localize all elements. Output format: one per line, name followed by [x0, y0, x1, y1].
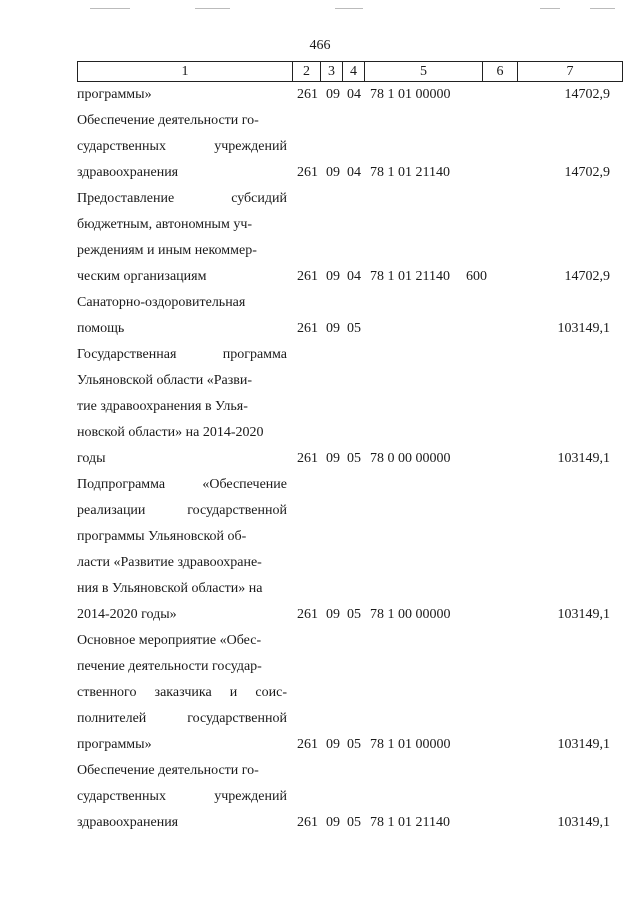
description-line: ственного заказчика и соис- — [77, 685, 287, 700]
description-line: здравоохранения — [77, 165, 179, 180]
cell-target-article: 78 0 00 00000 — [370, 451, 451, 466]
cell-section: 09 — [326, 607, 340, 622]
column-header-2: 2 — [293, 62, 321, 82]
description-line: программы» — [77, 737, 152, 752]
cell-subsection: 05 — [347, 321, 361, 336]
description-line: Обеспечение деятельности го- — [77, 113, 259, 128]
page-number: 466 — [309, 38, 331, 53]
cell-chapter: 261 — [297, 607, 318, 622]
cell-section: 09 — [326, 451, 340, 466]
description-line: Обеспечение деятельности го- — [77, 763, 259, 778]
row-description — [77, 472, 287, 628]
column-header-5: 5 — [365, 62, 483, 82]
row-description — [77, 290, 287, 342]
cell-section: 09 — [326, 269, 340, 284]
cell-amount: 14702,9 — [564, 165, 610, 180]
column-header-7: 7 — [518, 62, 623, 82]
row-description — [77, 342, 287, 472]
description-line: программы Ульяновской об- — [77, 529, 247, 544]
description-line: Государственная программа — [77, 347, 287, 362]
cell-section: 09 — [326, 815, 340, 830]
row-description — [77, 628, 287, 758]
cell-subsection: 05 — [347, 607, 361, 622]
description-line: Санаторно-оздоровительная — [77, 295, 246, 310]
description-line: сударственных учреждений — [77, 139, 287, 154]
cell-target-article: 78 1 01 21140 — [370, 269, 450, 284]
description-line: программы» — [77, 87, 152, 102]
cell-chapter: 261 — [297, 269, 318, 284]
description-line: реждениям и иным некоммер- — [77, 243, 257, 258]
cell-amount: 103149,1 — [557, 607, 610, 622]
description-line: ния в Ульяновской области» на — [77, 581, 263, 596]
column-header-table — [77, 61, 623, 82]
cell-chapter: 261 — [297, 451, 318, 466]
cell-chapter: 261 — [297, 87, 318, 102]
cell-target-article: 78 1 01 21140 — [370, 165, 450, 180]
cell-expense-type: 600 — [466, 269, 487, 284]
description-line: тие здравоохранения в Улья- — [77, 399, 248, 414]
cell-section: 09 — [326, 87, 340, 102]
cell-chapter: 261 — [297, 321, 318, 336]
description-line: бюджетным, автономным уч- — [77, 217, 253, 232]
description-line: реализации государственной — [77, 503, 287, 518]
description-line: Предоставление субсидий — [77, 191, 287, 206]
column-header-6: 6 — [483, 62, 518, 82]
cell-subsection: 05 — [347, 815, 361, 830]
column-header-3: 3 — [321, 62, 343, 82]
cell-subsection: 04 — [347, 87, 361, 102]
description-line: ласти «Развитие здравоохране- — [77, 555, 262, 570]
cell-subsection: 04 — [347, 165, 361, 180]
cell-amount: 103149,1 — [557, 737, 610, 752]
cell-amount: 103149,1 — [557, 815, 610, 830]
cell-target-article: 78 1 01 21140 — [370, 815, 450, 830]
description-line: годы — [77, 451, 106, 466]
cell-subsection: 05 — [347, 451, 361, 466]
description-line: Ульяновской области «Разви- — [77, 373, 253, 388]
cell-subsection: 05 — [347, 737, 361, 752]
column-header-4: 4 — [343, 62, 365, 82]
description-line: новской области» на 2014-2020 — [77, 425, 264, 440]
cell-target-article: 78 1 01 00000 — [370, 737, 451, 752]
description-line: Основное мероприятие «Обес- — [77, 633, 262, 648]
cell-section: 09 — [326, 737, 340, 752]
cell-chapter: 261 — [297, 165, 318, 180]
description-line: 2014-2020 годы» — [77, 607, 177, 622]
row-description — [77, 186, 287, 290]
description-line: полнителей государственной — [77, 711, 287, 726]
cell-amount: 103149,1 — [557, 451, 610, 466]
column-header-1: 1 — [78, 62, 293, 82]
description-line: сударственных учреждений — [77, 789, 287, 804]
row-description — [77, 82, 287, 108]
cell-section: 09 — [326, 321, 340, 336]
description-line: печение деятельности государ- — [77, 659, 262, 674]
row-description — [77, 108, 287, 186]
column-header-row — [78, 62, 623, 82]
cell-amount: 14702,9 — [564, 87, 610, 102]
description-line: Подпрограмма «Обеспечение — [77, 477, 287, 492]
cell-amount: 103149,1 — [557, 321, 610, 336]
cell-target-article: 78 1 01 00000 — [370, 87, 451, 102]
description-line: ческим организациям — [77, 269, 207, 284]
cell-subsection: 04 — [347, 269, 361, 284]
cell-amount: 14702,9 — [564, 269, 610, 284]
description-line: помощь — [77, 321, 125, 336]
cell-chapter: 261 — [297, 737, 318, 752]
cell-target-article: 78 1 00 00000 — [370, 607, 451, 622]
description-line: здравоохранения — [77, 815, 179, 830]
cell-section: 09 — [326, 165, 340, 180]
cell-chapter: 261 — [297, 815, 318, 830]
scan-artifacts — [0, 6, 640, 16]
row-description — [77, 758, 287, 836]
